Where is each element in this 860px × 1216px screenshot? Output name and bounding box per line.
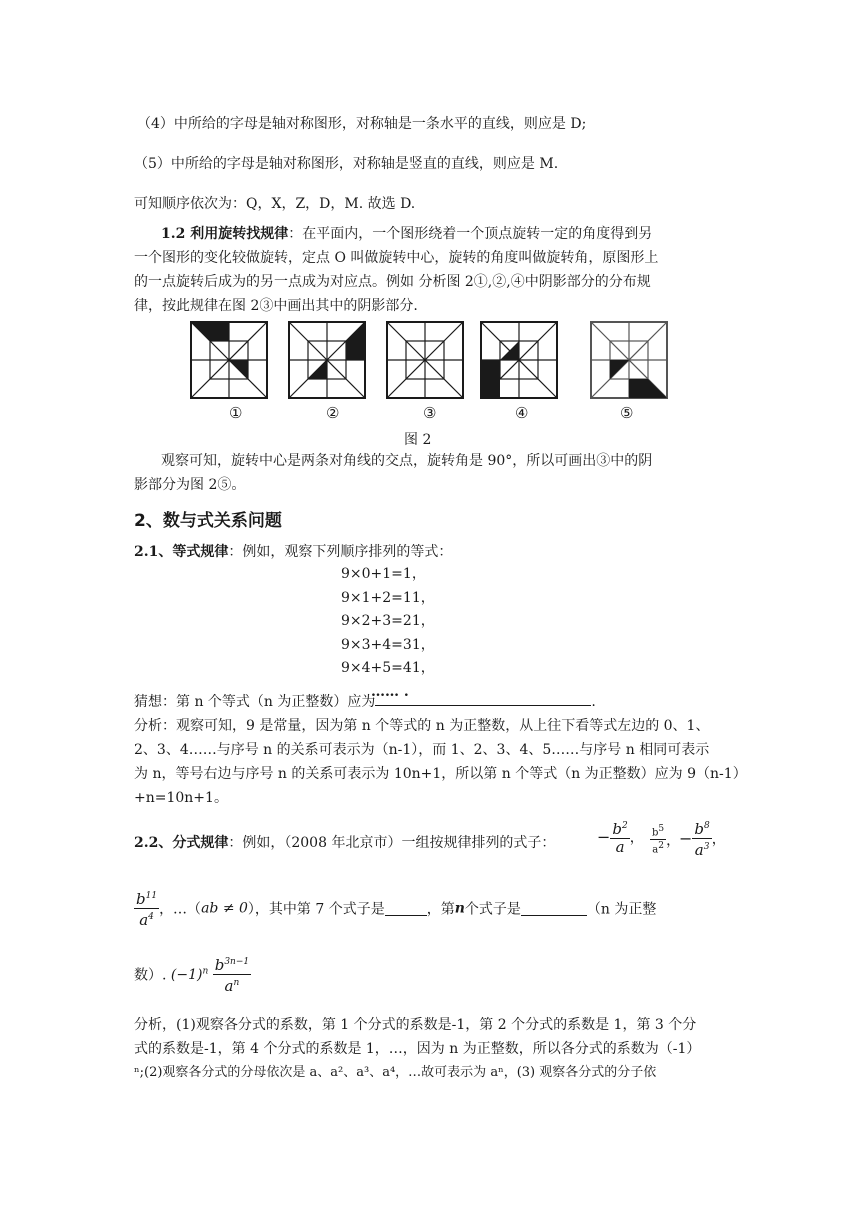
guess-line	[134, 690, 596, 714]
condition: ab ≠ 0	[201, 900, 248, 917]
section-2-1-heading: 2.1、等式规律	[134, 544, 229, 560]
figure-panel-2	[289, 322, 365, 398]
question-mid2: ），其中第 7 个式子是	[247, 901, 385, 918]
figure-2	[190, 319, 470, 401]
question-mid4: 个式子是	[464, 901, 521, 918]
section-2-1-intro-line	[134, 540, 452, 564]
question-line	[134, 888, 656, 929]
analysis-2-2-line2: 式的系数是-1，第 4 个分式的系数是 1，…，因为 n 为正整数，所以各分式的系数为（-1）	[134, 1041, 701, 1057]
equation-list	[341, 563, 435, 704]
fraction-2: $\frac{b^5}{a^2}$ ，	[652, 824, 681, 856]
section-1-2-heading: 1.2 利用旋转找规律	[161, 226, 289, 242]
equation-item: 9×4+5=41，	[341, 660, 435, 676]
figure-label-5: ⑤	[620, 404, 634, 422]
observation-line2: 影部分为图 2⑤。	[134, 477, 246, 493]
figure-2-panels-1-3	[190, 319, 470, 401]
equation-item: 9×3+4=31，	[341, 636, 435, 653]
equation-ellipsis: …… .	[371, 683, 409, 700]
analysis-2-2-line1: 分析，(1)观察各分式的系数，第 1 个分式的系数是-1，第 2 个分式的系数是 1，第 3 个分	[134, 1017, 697, 1033]
analysis-2-1-line3: 为 n，等号右边与序号 n 的关系可表示为 10n+1，所以第 n 个等式（n 为正整数）应为 9（n-1）	[134, 766, 747, 782]
order-conclusion: 可知顺序依次为：Q，X，Z，D，M. 故选 D.	[134, 196, 416, 212]
section-1-2-line1	[161, 222, 652, 246]
analysis-2-2-line3: ⁿ;(2)观察各分式的分母依次是 a、a²、a³、a⁴，…故可表示为 aⁿ，(3) 观察各分式的分子依	[134, 1065, 657, 1080]
section-2-1-intro: ：例如，观察下列顺序排列的等式：	[228, 544, 453, 560]
equation-item: 9×1+2=11，	[341, 589, 435, 606]
n-variable: n	[454, 900, 465, 917]
section-2-2-intro: ：例如，（2008 年北京市）一组按规律排列的式子：	[228, 835, 556, 851]
guess-answer-blank[interactable]	[375, 691, 591, 706]
figure-panel-1	[191, 322, 267, 398]
equation-item: 9×0+1=1，	[341, 566, 426, 582]
fraction-4: $\frac{b^{11}}{a^4}$	[136, 890, 158, 929]
fraction-1: − $\frac{b^2}{a}$ ，	[597, 820, 644, 856]
figure-panel-3	[387, 322, 463, 398]
nth-term-blank[interactable]	[521, 901, 587, 916]
answer-prefix: 数）.	[134, 967, 167, 984]
section-1-2-line2: 一个图形的变化较做旋转，定点 O 叫做旋转中心，旋转的角度叫做旋转角，原图形上	[134, 250, 659, 266]
guess-prefix: 猜想：第 n 个等式（n 为正整数）应为	[134, 694, 376, 710]
seventh-term-blank[interactable]	[385, 901, 427, 916]
answer-sign: $(-1)^n$	[170, 966, 209, 983]
figure-2-panels-4-5	[478, 319, 678, 401]
section-2-heading: 2、数与式关系问题	[134, 511, 282, 531]
section-1-2-line3: 的一点旋转后成为的另一点成为对应点。例如 分析图 2①,②,④中阴影部分的分布规	[134, 274, 651, 290]
section-1-2-line4: 律，按此规律在图 2③中画出其中的阴影部分.	[134, 298, 418, 314]
figure-panel-5	[591, 322, 667, 398]
figure-label-4: ④	[515, 404, 529, 422]
analysis-2-1-line4: +n=10n+1。	[134, 790, 228, 806]
section-2-2-heading: 2.2、分式规律	[134, 835, 229, 851]
analysis-2-1-line2: 2、3、4……与序号 n 的关系可表示为（n-1），而 1、2、3、4、5……与序号 n 相同可表示	[134, 742, 710, 758]
question-tail: （n 为正整	[586, 901, 657, 918]
question-mid1: ，…（	[159, 901, 202, 918]
analysis-2-1-line1: 分析：观察可知，9 是常量，因为第 n 个等式的 n 为正整数，从上往下看等式左边的 0、1、	[134, 718, 710, 734]
figure-label-3: ③	[423, 404, 437, 422]
figure-label-2: ②	[326, 404, 340, 422]
line-4: （4）中所给的字母是轴对称图形，对称轴是一条水平的直线，则应是 D;	[137, 116, 587, 132]
answer-line	[134, 954, 251, 995]
fraction-3: − $\frac{b^8}{a^3}$ ，	[679, 820, 726, 859]
section-2-2-intro-line	[134, 831, 555, 855]
line-5: （5）中所给的字母是轴对称图形，对称轴是竖直的直线，则应是 M.	[134, 156, 559, 172]
guess-suffix: .	[591, 694, 596, 710]
answer-fraction: $\frac{b^{3n-1}}{a^n}$	[214, 956, 250, 995]
figure-panel-4	[481, 322, 557, 398]
figure-label-1: ①	[229, 404, 243, 422]
observation-line1: 观察可知，旋转中心是两条对角线的交点，旋转角是 90°，所以可画出③中的阴	[161, 453, 653, 469]
equation-item: 9×2+3=21，	[341, 613, 435, 629]
question-mid3: ，第	[426, 901, 455, 918]
section-1-2-text1: ：在平面内，一个图形绕着一个顶点旋转一定的角度得到另	[288, 226, 653, 242]
figure-caption: 图 2	[404, 432, 432, 448]
